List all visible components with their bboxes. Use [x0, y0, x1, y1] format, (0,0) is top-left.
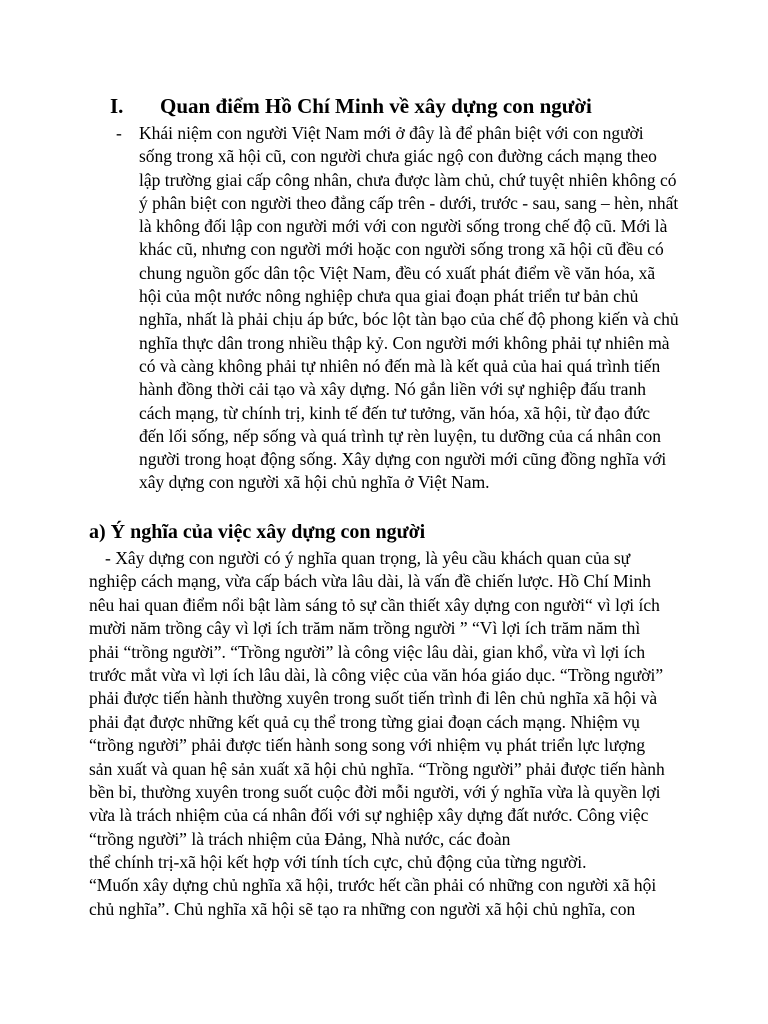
paragraph-line: chung nguồn gốc dân tộc Việt Nam, đều có xuất phát điểm về văn hóa, xã — [139, 262, 656, 283]
section-title: Quan điểm Hồ Chí Minh về xây dựng con người — [160, 94, 592, 118]
paragraph-line: phải đạt được những kết quả cụ thể trong từng giai đoạn cách mạng. Nhiệm vụ — [89, 711, 640, 732]
paragraph-line: người trong hoạt động sống. Xây dựng con người mới cũng đồng nghĩa với — [139, 449, 667, 470]
paragraph-line: nghĩa thực dân trong nhiều thập kỷ. Con người mới không phải tự nhiên mà — [139, 332, 670, 353]
paragraph-line: “trồng người” phải được tiến hành song song với nhiệm vụ phát triển lực lượng — [89, 735, 646, 756]
paragraph-line: là không đối lập con người mới với con người sống trong chế độ cũ. Mới là — [139, 216, 668, 237]
paragraph-line: mười năm trồng cây vì lợi ích trăm năm trồng người ” “Vì lợi ích trăm năm thì — [89, 618, 641, 639]
paragraph-line: chủ nghĩa”. Chủ nghĩa xã hội sẽ tạo ra những con người xã hội chủ nghĩa, con — [89, 898, 636, 919]
paragraph-line: hội của một nước nông nghiệp chưa qua giai đoạn phát triển tư bản chủ — [139, 286, 639, 307]
section-number: I. — [110, 94, 124, 118]
paragraph-line: xây dựng con người xã hội chủ nghĩa ở Việt Nam. — [139, 472, 490, 493]
paragraph-line: nghiệp cách mạng, vừa cấp bách vừa lâu dài, là vấn đề chiến lược. Hồ Chí Minh — [89, 571, 652, 592]
paragraph-line: đến lối sống, nếp sống và quá trình tự rèn luyện, tu dưỡng của cá nhân con — [139, 425, 661, 446]
paragraph-line: “Muốn xây dựng chủ nghĩa xã hội, trước hết cần phải có những con người xã hội — [89, 875, 657, 896]
paragraph-line: “trồng người” là trách nhiệm của Đảng, Nhà nước, các đoàn — [89, 828, 511, 849]
section-heading — [110, 92, 592, 120]
paragraph-line: phải “trồng người”. “Trồng người” là công việc lâu dài, gian khổ, vừa vì lợi ích — [89, 641, 646, 662]
paragraph-line: lập trường giai cấp công nhân, chưa được làm chủ, chứ tuyệt nhiên không có — [139, 169, 677, 190]
paragraph-line: sống trong xã hội cũ, con người chưa giác ngộ con đường cách mạng theo — [139, 146, 657, 167]
paragraph-body — [89, 547, 665, 921]
subsection-heading: a) Ý nghĩa của việc xây dựng con người — [89, 521, 426, 543]
paragraph-line: sản xuất và quan hệ sản xuất xã hội chủ nghĩa. “Trồng người” phải được tiến hành — [89, 758, 665, 779]
paragraph-line: nêu hai quan điểm nổi bật làm sáng tỏ sự cần thiết xây dựng con người“ vì lợi ích — [89, 594, 660, 615]
bullet-dash: - — [116, 123, 122, 143]
paragraph-body — [139, 122, 679, 495]
paragraph-line: vừa là trách nhiệm của cá nhân đối với sự nghiệp xây dựng đất nước. Công việc — [89, 805, 649, 826]
paragraph-line: phải được tiến hành thường xuyên trong suốt tiến trình đi lên chủ nghĩa xã hội và — [89, 688, 658, 709]
paragraph-line: khác cũ, nhưng con người mới hoặc con người sống trong xã hội cũ đều có — [139, 239, 664, 260]
paragraph-line: có và càng không phải tự nhiên nó đến mà là kết quả của hai quá trình tiến — [139, 355, 661, 376]
paragraph-line: thể chính trị-xã hội kết hợp với tính tích cực, chủ động của từng người. — [89, 852, 587, 873]
paragraph-line: trước mắt vừa vì lợi ích lâu dài, là công việc của văn hóa giáo dục. “Trồng người” — [89, 664, 664, 685]
paragraph-line: Khái niệm con người Việt Nam mới ở đây là để phân biệt với con người — [139, 123, 644, 143]
paragraph-line: hành đồng thời cải tạo và xây dựng. Nó gắn liền với sự nghiệp đấu tranh — [139, 379, 646, 400]
paragraph-line: ý phân biệt con người theo đẳng cấp trên - dưới, trước - sau, sang – hèn, nhất — [139, 192, 679, 213]
paragraph-line: bền bỉ, thường xuyên trong suốt cuộc đời mỗi người, với ý nghĩa vừa là quyền lợi — [89, 781, 661, 802]
paragraph-line: - Xây dựng con người có ý nghĩa quan trọng, là yêu cầu khách quan của sự — [105, 548, 631, 568]
paragraph-line: nghĩa, nhất là phải chịu áp bức, bóc lột tàn bạo của chế độ phong kiến và chủ — [139, 309, 679, 330]
paragraph-line: cách mạng, từ chính trị, kinh tế đến tư tưởng, văn hóa, xã hội, từ đạo đức — [139, 402, 651, 423]
